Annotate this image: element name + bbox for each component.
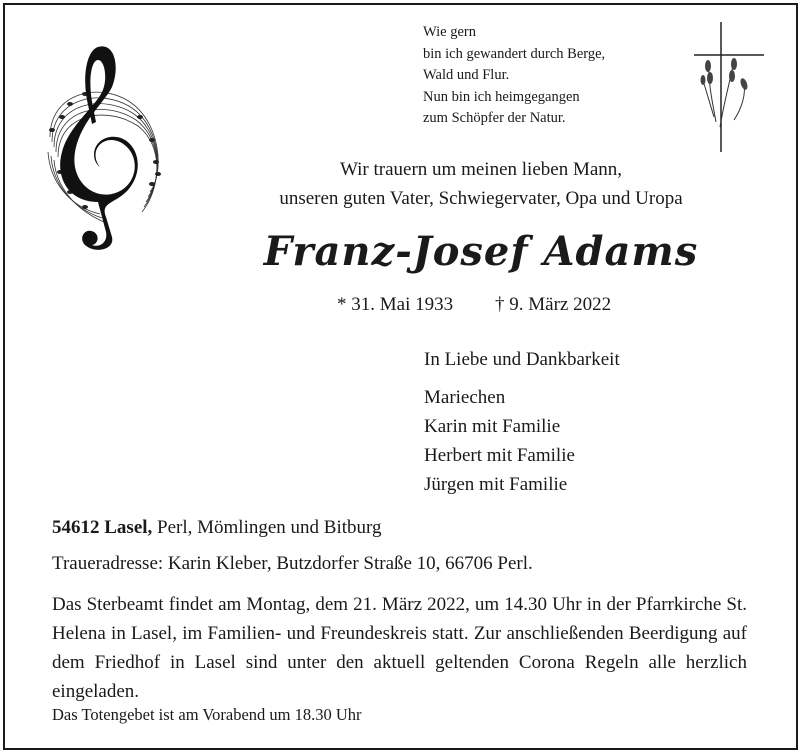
location-bold: 54612 Lasel, — [52, 517, 153, 538]
poem — [423, 22, 605, 130]
birth-date: * 31. Mai 1933 — [337, 294, 454, 315]
intro-line-2: unseren guten Vater, Schwiegervater, Opa und Uropa — [279, 188, 683, 209]
poem-line: zum Schöpfer der Natur. — [423, 110, 566, 126]
treble-clef-icon — [40, 42, 170, 252]
cross-with-wheat-icon — [694, 22, 766, 154]
location-rest: Perl, Mömlingen und Bitburg — [152, 517, 382, 538]
poem-line: Wie gern — [423, 24, 476, 40]
mourners — [424, 345, 620, 499]
location-line — [52, 517, 382, 539]
poem-line: Wald und Flur. — [423, 67, 510, 83]
mourners-heading: In Liebe und Dankbarkeit — [424, 349, 620, 370]
poem-line: bin ich gewandert durch Berge, — [423, 45, 606, 62]
mourner-name: Mariechen — [424, 387, 506, 408]
mourning-address: Traueradresse: Karin Kleber, Butzdorfer Straße 10, 66706 Perl. — [52, 553, 533, 574]
death-date: † 9. März 2022 — [495, 294, 612, 315]
service-info: Das Sterbeamt findet am Montag, dem 21. März 2022, um 14.30 Uhr in der Pfarrkirche St. Helena in Lasel, im Familien- und Freundeskreis statt. Zur anschließenden Beerdigung auf dem Friedhof in Lasel sind unter den aktuell geltenden Corona Regeln alle herzlich eingeladen. — [52, 594, 747, 702]
deceased-name: Franz-Josef Adams — [263, 228, 699, 275]
intro-text — [0, 155, 800, 213]
poem-line: Nun bin ich heimgegangen — [423, 88, 580, 105]
prayer-info: Das Totengebet ist am Vorabend um 18.30 Uhr — [52, 705, 362, 724]
intro-line-1: Wir trauern um meinen lieben Mann, — [339, 159, 623, 180]
mourner-name: Jürgen mit Familie — [424, 474, 568, 495]
mourner-name: Karin mit Familie — [424, 416, 561, 437]
mourner-name: Herbert mit Familie — [424, 445, 575, 466]
